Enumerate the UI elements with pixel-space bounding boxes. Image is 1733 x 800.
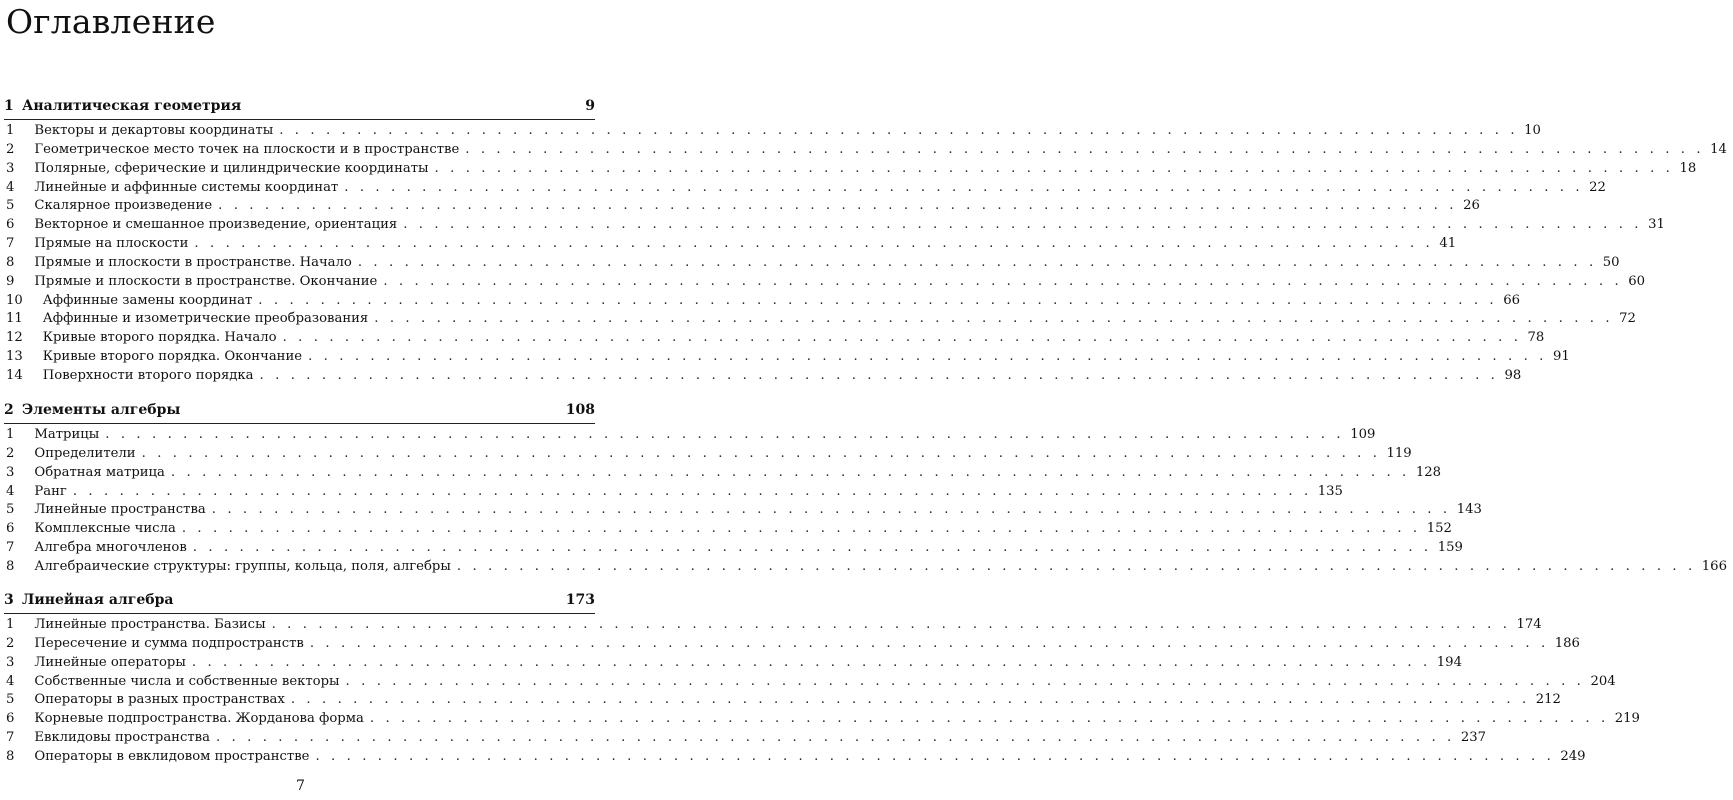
toc-entry[interactable] [0,539,1463,558]
entry-page: 14 [1710,141,1727,157]
chapter-number: 2 [4,402,14,418]
entry-number: 9 [6,273,15,289]
chapter-rule [4,423,595,424]
toc-entry[interactable] [0,292,1520,311]
entry-page: 91 [1552,349,1570,365]
entry-page: 66 [1503,292,1520,308]
dot-leader: . . . . . . . . . . . . . . . . . . . . . . . . . . . . . . . . . . . . . . . . . . . . . . . . . . . . . . . . . . . . . . . . . . . . . . . . . . . . . . . . [105,427,1345,442]
entry-title: Аффинные замены координат [42,292,253,308]
dot-leader: . . . . . . . . . . . . . . . . . . . . . . . . . . . . . . . . . . . . . . . . . . . . . . . . . . . . . . . . . . . . . . . . . . . . . . . . . . . . . . . . [194,236,1434,252]
dot-leader: . . . . . . . . . . . . . . . . . . . . . . . . . . . . . . . . . . . . . . . . . . . . . . . . . . . . . . . . . . . . . . . . . . . . . . . . . . . . . . . . [434,160,1674,176]
dot-leader: . . . . . . . . . . . . . . . . . . . . . . . . . . . . . . . . . . . . . . . . . . . . . . . . . . . . . . . . . . . . . . . . . . . . . . . . . . . . . . . . [192,540,1432,556]
toc-entry[interactable] [0,616,1542,635]
dot-leader: . . . . . . . . . . . . . . . . . . . . . . . . . . . . . . . . . . . . . . . . . . . . . . . . . . . . . . . . . . . . . . . . . . . . . . . . . . . . . . . . [211,502,1451,518]
chapter-rule [4,613,595,614]
toc-entry[interactable] [0,179,1606,198]
entry-number: 1 [6,427,15,442]
entry-title: Прямые и плоскости в пространстве. Начало [34,254,352,270]
entry-page: 26 [1463,198,1480,214]
entry-page: 119 [1386,445,1412,461]
entry-title: Корневые подпространства. Жорданова форма [34,711,364,727]
entry-number: 3 [6,654,15,670]
toc-entry[interactable] [0,673,1616,692]
chapter-title: Элементы алгебры [22,402,181,418]
entry-number: 5 [6,502,15,518]
entry-number: 4 [6,179,15,195]
entry-number: 7 [6,730,15,746]
chapter-heading[interactable] [0,402,601,422]
entry-title: Ранг [34,483,67,499]
entry-title: Алгебра многочленов [34,540,187,556]
entry-title: Прямые на плоскости [34,236,189,252]
dot-leader: . . . . . . . . . . . . . . . . . . . . . . . . . . . . . . . . . . . . . . . . . . . . . . . . . . . . . . . . . . . . . . . . . . . . . . . . . . . . . . . . [315,748,1555,764]
entry-title: Обратная матрица [34,464,165,480]
dot-leader: . . . . . . . . . . . . . . . . . . . . . . . . . . . . . . . . . . . . . . . . . . . . . . . . . . . . . . . . . . . . . . . . . . . . . . . . . . . . . . . . [271,617,1511,632]
entry-page: 128 [1415,464,1441,480]
toc-entry[interactable] [0,483,1343,502]
dot-leader: . . . . . . . . . . . . . . . . . . . . . . . . . . . . . . . . . . . . . . . . . . . . . . . . . . . . . . . . . . . . . . . . . . . . . . . . . . . . . . . . [345,673,1585,689]
entry-page: 10 [1524,123,1541,138]
entry-title: Прямые и плоскости в пространстве. Окончание [34,273,378,289]
chapter-1 [0,98,1727,386]
entry-title: Операторы в разных пространствах [34,692,285,708]
entry-page: 159 [1437,540,1463,556]
toc-entry[interactable] [0,654,1462,673]
entry-number: 5 [6,692,15,708]
chapter-page: 173 [565,592,595,608]
dot-leader: . . . . . . . . . . . . . . . . . . . . . . . . . . . . . . . . . . . . . . . . . . . . . . . . . . . . . . . . . . . . . . . . . . . . . . . . . . . . . . . . [308,349,1547,365]
entry-page: 237 [1460,730,1487,746]
dot-leader: . . . . . . . . . . . . . . . . . . . . . . . . . . . . . . . . . . . . . . . . . . . . . . . . . . . . . . . . . . . . . . . . . . . . . . . . . . . . . . . . [282,330,1522,346]
entry-title: Линейные пространства [34,502,206,518]
entry-title: Собственные числа и собственные векторы [34,673,340,689]
toc-entry[interactable] [0,501,1482,520]
entry-number: 14 [6,367,23,383]
entry-title: Геометрическое место точек на плоскости и в пространстве [34,141,460,157]
section-list [0,616,1640,767]
entry-page: 194 [1436,654,1462,670]
entry-title: Кривые второго порядка. Окончание [42,349,303,365]
toc-entry[interactable] [0,197,1480,216]
dot-leader: . . . . . . . . . . . . . . . . . . . . . . . . . . . . . . . . . . . . . . . . . . . . . . . . . . . . . . . . . . . . . . . . . . . . . . . . . . . . . . . . [357,254,1597,270]
toc-entry[interactable] [0,329,1545,348]
dot-leader: . . . . . . . . . . . . . . . . . . . . . . . . . . . . . . . . . . . . . . . . . . . . . . . . . . . . . . . . . . . . . . . . . . . . . . . . . . . . . . . . [369,711,1609,727]
entry-title: Матрицы [34,427,100,442]
toc-entry[interactable] [0,273,1646,292]
entry-number: 2 [6,635,15,651]
entry-page: 41 [1439,236,1457,252]
dot-leader: . . . . . . . . . . . . . . . . . . . . . . . . . . . . . . . . . . . . . . . . . . . . . . . . . . . . . . . . . . . . . . . . . . . . . . . . . . . . . . . . [215,730,1455,746]
entry-page: 143 [1456,502,1482,518]
entry-number: 8 [6,748,15,764]
chapter-number: 3 [4,592,14,608]
entry-number: 11 [6,311,23,327]
toc-entry[interactable] [0,710,1640,729]
toc-entry[interactable] [0,558,1727,577]
chapter-title: Аналитическая геометрия [22,98,242,114]
page-number: 7 [296,778,305,794]
entry-number: 6 [6,521,15,537]
entry-page: 135 [1317,483,1343,499]
toc-entry[interactable] [0,254,1620,273]
toc-entry[interactable] [0,122,1541,141]
entry-number: 3 [6,160,15,176]
toc-entry[interactable] [0,141,1727,160]
dot-leader: . . . . . . . . . . . . . . . . . . . . . . . . . . . . . . . . . . . . . . . . . . . . . . . . . . . . . . . . . . . . . . . . . . . . . . . . . . . . . . . . [344,179,1584,195]
entry-title: Аффинные и изометрические преобразования [42,311,369,327]
dot-leader: . . . . . . . . . . . . . . . . . . . . . . . . . . . . . . . . . . . . . . . . . . . . . . . . . . . . . . . . . . . . . . . . . . . . . . . . . . . . . . . . [309,635,1549,651]
entry-title: Определители [34,445,136,461]
entry-page: 60 [1628,273,1646,289]
dot-leader: . . . . . . . . . . . . . . . . . . . . . . . . . . . . . . . . . . . . . . . . . . . . . . . . . . . . . . . . . . . . . . . . . . . . . . . . . . . . . . . . [141,445,1381,461]
entry-page: 249 [1560,748,1586,764]
chapter-page: 108 [565,402,595,418]
entry-page: 98 [1504,367,1522,383]
dot-leader: . . . . . . . . . . . . . . . . . . . . . . . . . . . . . . . . . . . . . . . . . . . . . . . . . . . . . . . . . . . . . . . . . . . . . . . . . . . . . . . . [191,654,1431,670]
entry-number: 7 [6,540,15,556]
entry-number: 6 [6,711,15,727]
dot-leader: . . . . . . . . . . . . . . . . . . . . . . . . . . . . . . . . . . . . . . . . . . . . . . . . . . . . . . . . . . . . . . . . . . . . . . . . . . . . . . . . [181,521,1421,537]
toc-entry[interactable] [0,310,1636,329]
chapter-heading[interactable] [0,98,601,118]
dot-leader: . . . . . . . . . . . . . . . . . . . . . . . . . . . . . . . . . . . . . . . . . . . . . . . . . . . . . . . . . . . . . . . . . . . . . . . . . . . . . . . . [374,311,1614,327]
dot-leader: . . . . . . . . . . . . . . . . . . . . . . . . . . . . . . . . . . . . . . . . . . . . . . . . . . . . . . . . . . . . . . . . . . . . . . . . . . . . . . . . [258,292,1498,308]
dot-leader: . . . . . . . . . . . . . . . . . . . . . . . . . . . . . . . . . . . . . . . . . . . . . . . . . . . . . . . . . . . . . . . . . . . . . . . . . . . . . . . . [259,367,1499,383]
entry-title: Скалярное произведение [34,198,213,214]
chapter-3 [0,592,1640,767]
entry-title: Линейные пространства. Базисы [34,617,266,632]
entry-number: 8 [6,558,15,574]
chapter-number: 1 [4,98,14,114]
page-title: Оглавление [6,2,216,41]
entry-title: Евклидовы пространства [34,730,210,746]
toc-entry[interactable] [0,520,1452,539]
toc-entry[interactable] [0,729,1487,748]
toc-entry[interactable] [0,160,1697,179]
entry-number: 4 [6,673,15,689]
entry-page: 78 [1527,330,1545,346]
entry-title: Кривые второго порядка. Начало [42,330,277,346]
entry-number: 13 [6,349,23,365]
toc-entry[interactable] [0,348,1570,367]
entry-title: Векторное и смешанное произведение, ориентация [34,217,398,233]
entry-number: 2 [6,445,15,461]
entry-title: Комплексные числа [34,521,176,537]
entry-number: 2 [6,141,15,157]
entry-page: 31 [1648,217,1665,233]
entry-page: 72 [1619,311,1636,327]
entry-title: Пересечение и сумма подпространств [34,635,304,651]
entry-title: Линейные операторы [34,654,186,670]
entry-title: Линейные и аффинные системы координат [34,179,339,195]
chapter-title: Линейная алгебра [22,592,174,608]
entry-number: 12 [6,330,23,346]
toc-entry[interactable] [0,216,1665,235]
entry-number: 8 [6,254,15,270]
entry-page: 212 [1535,692,1561,708]
toc-entry[interactable] [0,464,1441,483]
dot-leader: . . . . . . . . . . . . . . . . . . . . . . . . . . . . . . . . . . . . . . . . . . . . . . . . . . . . . . . . . . . . . . . . . . . . . . . . . . . . . . . . [218,198,1458,214]
entry-page: 50 [1602,254,1620,270]
entry-page: 174 [1516,617,1542,632]
dot-leader: . . . . . . . . . . . . . . . . . . . . . . . . . . . . . . . . . . . . . . . . . . . . . . . . . . . . . . . . . . . . . . . . . . . . . . . . . . . . . . . . [456,558,1696,574]
entry-number: 7 [6,236,15,252]
entry-title: Полярные, сферические и цилиндрические координаты [34,160,429,176]
section-list [0,426,1727,577]
toc-entry[interactable] [0,445,1412,464]
toc-entry[interactable] [0,635,1580,654]
entry-page: 22 [1589,179,1606,195]
dot-leader: . . . . . . . . . . . . . . . . . . . . . . . . . . . . . . . . . . . . . . . . . . . . . . . . . . . . . . . . . . . . . . . . . . . . . . . . . . . . . . . . [279,123,1519,138]
entry-title: Поверхности второго порядка [42,367,254,383]
toc-entry[interactable] [0,691,1561,710]
entry-page: 152 [1426,521,1452,537]
entry-page: 186 [1554,635,1580,651]
entry-page: 18 [1679,160,1697,176]
entry-title: Операторы в евклидовом пространстве [34,748,310,764]
entry-page: 204 [1590,673,1616,689]
entry-page: 166 [1701,558,1727,574]
chapter-rule [4,119,595,120]
dot-leader: . . . . . . . . . . . . . . . . . . . . . . . . . . . . . . . . . . . . . . . . . . . . . . . . . . . . . . . . . . . . . . . . . . . . . . . . . . . . . . . . [72,483,1312,499]
entry-number: 6 [6,217,15,233]
entry-number: 1 [6,617,15,632]
chapter-heading[interactable] [0,592,601,612]
dot-leader: . . . . . . . . . . . . . . . . . . . . . . . . . . . . . . . . . . . . . . . . . . . . . . . . . . . . . . . . . . . . . . . . . . . . . . . . . . . . . . . . [403,217,1643,233]
dot-leader: . . . . . . . . . . . . . . . . . . . . . . . . . . . . . . . . . . . . . . . . . . . . . . . . . . . . . . . . . . . . . . . . . . . . . . . . . . . . . . . . [170,464,1410,480]
entry-number: 10 [6,292,23,308]
dot-leader: . . . . . . . . . . . . . . . . . . . . . . . . . . . . . . . . . . . . . . . . . . . . . . . . . . . . . . . . . . . . . . . . . . . . . . . . . . . . . . . . [383,273,1623,289]
entry-page: 109 [1350,427,1376,442]
dot-leader: . . . . . . . . . . . . . . . . . . . . . . . . . . . . . . . . . . . . . . . . . . . . . . . . . . . . . . . . . . . . . . . . . . . . . . . . . . . . . . . . [290,692,1530,708]
entry-number: 4 [6,483,15,499]
entry-title: Векторы и декартовы координаты [34,123,274,138]
chapter-2 [0,402,1727,577]
toc-entry[interactable] [0,367,1522,386]
entry-title: Алгебраические структуры: группы, кольца, поля, алгебры [34,558,451,574]
toc-entry[interactable] [0,426,1376,445]
toc-entry[interactable] [0,748,1586,767]
toc-entry[interactable] [0,235,1457,254]
entry-page: 219 [1614,711,1640,727]
entry-number: 5 [6,198,15,214]
dot-leader: . . . . . . . . . . . . . . . . . . . . . . . . . . . . . . . . . . . . . . . . . . . . . . . . . . . . . . . . . . . . . . . . . . . . . . . . . . . . . . . . [465,141,1705,157]
entry-number: 3 [6,464,15,480]
chapter-page: 9 [585,98,595,114]
entry-number: 1 [6,123,15,138]
section-list [0,122,1727,386]
